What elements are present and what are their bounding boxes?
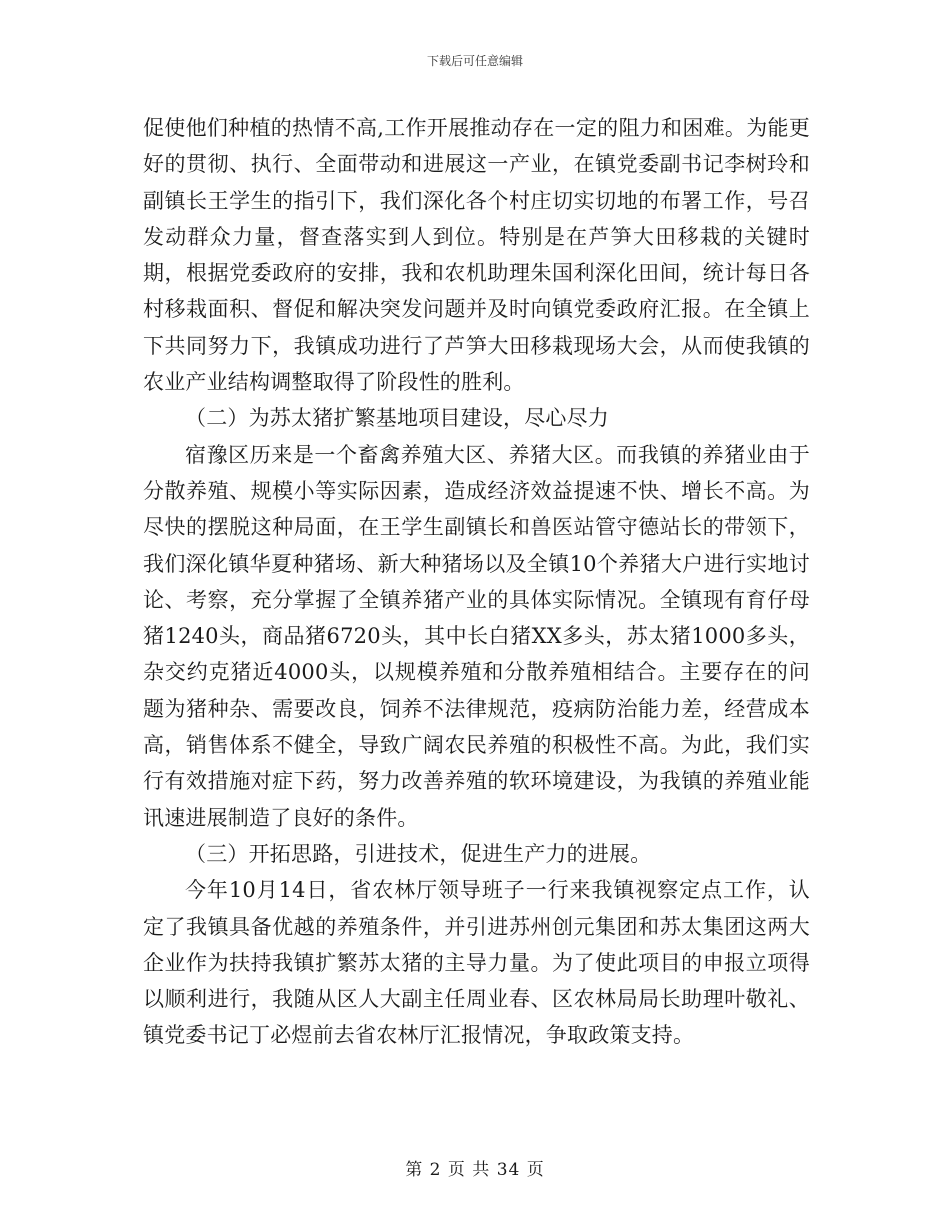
paragraph-continued: 促使他们种植的热情不高,工作开展推动存在一定的阻力和困难。为能更好的贯彻、执行、全面带动和进展这一产业，在镇党委副书记李树玲和副镇长王学生的指引下，我们深化各个村庄切实切地的布署工作，号召发动群众力量，督查落实到人到位。特别是在芦笋大田移栽的关键时期，根据党委政府的安排，我和农机助理朱国利深化田间，统计每日各村移栽面积、督促和解决突发问题并及时向镇党委政府汇报。在全镇上下共同努力下，我镇成功进行了芦笋大田移栽现场大会，从而使我镇的农业产业结构调整取得了阶段性的胜利。 — [143, 116, 810, 395]
section-heading-2: （二）为苏太猪扩繁基地项目建设，尽心尽力 — [185, 406, 609, 431]
paragraph-pig-industry: 宿豫区历来是一个畜禽养殖大区、养猪大区。而我镇的养猪业由于分散养殖、规模小等实际因素，造成经济效益提速不快、增长不高。为尽快的摆脱这种局面，在王学生副镇长和兽医站管守德站长的带领下，我们深化镇华夏种猪场、新大种猪场以及全镇10个养猪大户进行实地讨论、考察，充分掌握了全镇养猪产业的具体实际情况。全镇现有育仔母猪1240头，商品猪6720头，其中长白猪XX多头，苏太猪1000多头，杂交约克猪近4000头，以规模养殖和分散养殖相结合。主要存在的问题为猪种杂、需要改良，饲养不法律规范，疫病防治能力差，经营成本高，销售体系不健全，导致广阔农民养殖的积极性不高。为此，我们实行有效措施对症下药，努力改善养殖的软环境建设，为我镇的养殖业能讯速进展制造了良好的条件。 — [143, 442, 810, 830]
page-number-footer: 第 2 页 共 34 页 — [405, 1160, 545, 1180]
document-body — [143, 110, 810, 1054]
paragraph-inspection: 今年10月14日，省农林厅领导班子一行来我镇视察定点工作，认定了我镇具备优越的养殖条件，并引进苏州创元集团和苏太集团这两大企业作为扶持我镇扩繁苏太猪的主导力量。为了使此项目的申报立项得以顺利进行，我随从区人大副主任周业春、区农林局局长助理叶敬礼、镇党委书记丁必煜前去省农林厅汇报情况，争取政策支持。 — [143, 878, 810, 1048]
page-header: 下载后可任意编辑 — [426, 54, 523, 68]
section-heading-3: （三）开拓思路，引进技术，促进生产力的进展。 — [185, 841, 652, 866]
